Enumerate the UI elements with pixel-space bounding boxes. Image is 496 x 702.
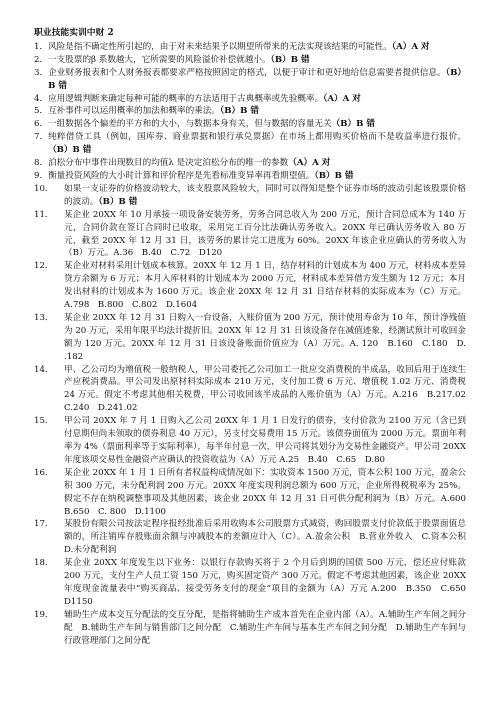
question-text: [64, 209, 466, 261]
question-body: 一支股票的β 系数越大，它所需要的风险溢价补偿就越小。: [48, 54, 271, 65]
question-body: 泊松分布中事件出现数目的均值λ 是决定泊松分布的唯一的参数: [48, 158, 289, 169]
question-text: [48, 118, 466, 131]
question-number: 18．: [34, 558, 54, 569]
question-text: [64, 415, 466, 467]
question-text: [64, 183, 466, 209]
question-number: 15．: [34, 416, 54, 427]
question-text: [64, 609, 466, 648]
question-item: [34, 312, 466, 364]
answer-key: （B）B 错: [270, 54, 310, 65]
question-text: [64, 260, 466, 312]
question-body: 甲、乙公司均为增值税一般纳税人，甲公司委托乙公司加工一批应交消费税的半成品，收回后用于连续生产应税消费品。甲公司发出原材料实际成本 210 万元，支付加工费 6 万元、增值税 1.02 万元、消费税 24 万元。假定不考虑其他相关税费，甲公司收回该半成品的入账价值为（A）万元。A.216 B.217.02 C.240 D.241.02: [64, 364, 475, 414]
question-item: [34, 260, 466, 312]
question-body: 某企业 20XX 年度发生以下业务：以银行存款购买将于 2 个月后到期的国债 500 万元，偿还应付账款 200 万元，支付生产人员工资 150 万元，购买固定资产 300 万元。假定不考虑其他因素，该企业 20XX 年度现金流量表中“购买商品、接受劳务支付的现金”项目的金额为（A）万元 A.200 B.350 C.650 D1150: [64, 558, 475, 607]
question-body: 如果一支证券的价格波动较大，该支股票风险较大，同时可以得知是整个证券市场的波动引起该股票价格的波动。: [64, 183, 466, 207]
answer-key: （A）A 对: [288, 158, 331, 169]
question-text: [48, 54, 466, 67]
question-item: [34, 118, 466, 131]
question-text: [48, 170, 466, 183]
question-body: 某股份有限公司按法定程序报经批准后采用收购本公司股票方式减资，购回股票支付价款低于股票面值总额的，所注销库存股账面余额与冲减股本的差额应计入（C）。A.盈余公积 B.营业外收入 C.资本公积 D.未分配利润: [64, 519, 475, 556]
question-item: [34, 557, 475, 609]
question-body: 互补事件可以运用概率的加法和概率的乘法。: [48, 106, 220, 117]
question-number: 8．: [34, 158, 49, 169]
question-body: 某企业 20XX 年 1 月 1 日所有者权益构成情况如下：实收资本 1500 万元，资本公积 100 万元，盈余公积 300 万元，未分配利润 200 万元。20XX 年度实现利润总额为 600 万元，企业所得税税率为 25%。假定不存在纳税调整事项及其他因素，该企业 20XX 年 12 月 31 日可供分配利润为（B）万元。A.600 B.650 C. 800 D.1100: [64, 467, 475, 517]
question-item: [34, 131, 466, 157]
answer-key: （A）A 对: [323, 93, 361, 104]
question-number: 12．: [34, 261, 54, 272]
question-item: [34, 209, 466, 261]
question-item: [34, 170, 466, 183]
question-text: [64, 518, 475, 557]
question-body: 辅助生产成本交互分配法的交互分配，是指将辅助生产成本首先在企业内部（A）。A.辅助生产车间之间分配 B.辅助生产车间与销售部门之间分配 C.辅助生产车间与基本生产车间之间分配 D.辅助生产车间与行政管理部门之间分配: [64, 609, 466, 646]
question-number: 3．: [34, 67, 49, 78]
question-text: [48, 67, 466, 93]
question-item: [34, 467, 475, 519]
answer-key: （B）B 错: [48, 145, 92, 156]
question-text: [64, 312, 466, 364]
question-item: [34, 183, 466, 209]
question-number: 6．: [34, 119, 49, 130]
question-number: 16．: [34, 467, 54, 478]
question-number: 13．: [34, 312, 54, 323]
question-number: 10．: [34, 183, 54, 194]
question-list: [34, 41, 475, 648]
answer-key: （B）B 错: [331, 119, 375, 130]
question-item: [34, 105, 466, 118]
question-body: 风险是指不确定性所引起的，由于对未来结果予以期望所带来的无法实现该结果的可能性。: [48, 41, 392, 52]
question-number: 2．: [34, 54, 49, 65]
answer-key: （B）B 错: [98, 196, 138, 207]
question-item: [34, 518, 475, 557]
question-text: [48, 131, 466, 157]
question-number: 7．: [34, 132, 49, 143]
question-body: 纯粹借贷工具（例如，国库券、商业票据和银行承兑票据）在市场上都用购买价格而不是收益率进行报价。: [48, 132, 466, 143]
question-text: [64, 364, 475, 416]
question-body: 某企业 20XX 年 12 月 31 日购入一台设备，入账价值为 200 万元，预计使用寿命为 10 年，预计净残值为 20 万元，采用年限平均法计提折旧。20XX 年 12 月 31 日该设备存在减值迹象，经测试预计可收回金额为 120 万元。20XX 年 12 月 31 日该设备账面价值应为（A）万元。A. 120 B.160 C.180 D. .182: [64, 312, 466, 362]
question-item: [34, 415, 466, 467]
question-item: [34, 93, 466, 106]
answer-key: （A）A 对: [391, 41, 430, 52]
question-item: [34, 54, 466, 67]
question-text: [48, 105, 466, 118]
question-item: [34, 67, 466, 93]
document-title: 职业技能实训中财 2: [34, 28, 114, 38]
answer-key: （B）B 错: [314, 170, 354, 181]
question-number: 4．: [34, 93, 49, 104]
question-number: 17．: [34, 519, 54, 530]
question-number: 11．: [34, 209, 54, 220]
question-item: [34, 157, 466, 170]
question-number: 19．: [34, 609, 54, 620]
question-body: 某企业 20XX 年 10 月承接一项设备安装劳务，劳务合同总收入为 200 万元，预计合同总成本为 140 万元，合同价款在签订合同时已收取，采用完工百分比法确认劳务收入。20XX 年已确认劳务收入 80 万元，截至 20XX 年 12 月 31 日，该劳务的累计完工进度为 60%。20XX 年该企业应确认的劳务收入为（B）万元。A.36 B.40 C.72 D120: [64, 209, 466, 259]
question-body: 甲公司 20XX 年 7 月 1 日购入乙公司 20XX 年 1 月 1 日发行的债券，支付价款为 2100 万元（含已到付息期但尚未领取的债券利息 40 万元），另支付交易费用 15 万元。该债券面值为 2000 万元。票面年利率为 4%（票面利率等于实际利率），每半年付息一次，甲公司将其划分为交易性金融资产。甲公司 20XX 年度该项交易性金融资产应确认的投资收益为（A）万元 A.25 B.40 C.65 D.80: [64, 416, 466, 465]
question-number: 9．: [34, 170, 49, 181]
question-item: [34, 364, 475, 416]
question-text: [64, 467, 475, 519]
question-item: [34, 609, 466, 648]
question-number: 14．: [34, 364, 54, 375]
question-number: 1．: [34, 41, 49, 52]
question-text: [48, 41, 466, 54]
question-text: [48, 157, 466, 170]
question-body: 一组数据各个偏差的平方和的大小，与数据本身有关，但与数据的容量无关: [48, 119, 332, 130]
question-body: 应用逻辑判断来确定每种可能的概率的方法适用于古典概率或先验概率。: [48, 93, 324, 104]
question-number: 5．: [34, 106, 49, 117]
question-item: [34, 41, 466, 54]
answer-key: （B）B 错: [48, 67, 466, 91]
question-body: 衡量投资风险的大小时计算和评价程序是先看标准变异率再看期望值。: [48, 170, 315, 181]
question-body: 某企业对材料采用计划成本核算。20XX 年 12 月 1 日，结存材料的计划成本为 400 万元，材料成本差异贷方余额为 6 万元；本月入库材料的计划成本为 2000 万元，材料成本差异借方发生额为 12 万元；本月发出材料的计划成本为 1600 万元。该企业 20XX 年 12 月 31 日结存材料的实际成本为（C）万元。A.798 B.800 C.802 D.1604: [64, 261, 466, 311]
answer-key: （B）B 错: [219, 106, 259, 117]
question-text: [48, 93, 466, 106]
question-text: [64, 557, 475, 609]
question-body: 企业财务报表和个人财务报表都要求严格按照固定的格式，以便于审计和更好地给信息需要者提供信息。: [48, 67, 446, 78]
